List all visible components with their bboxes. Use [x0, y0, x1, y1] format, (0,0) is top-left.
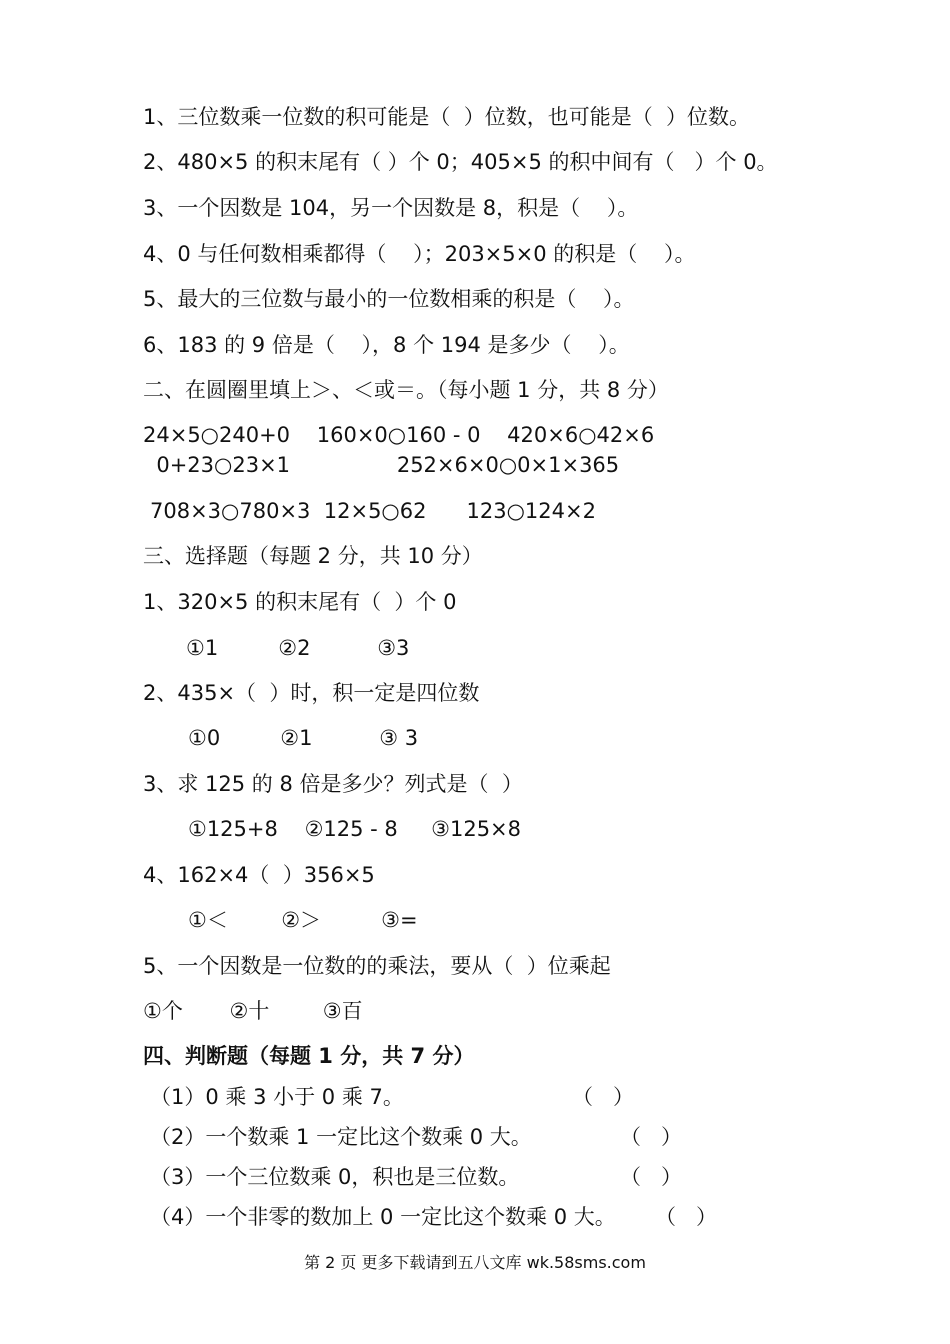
choice-question-5: 5、一个因数是一位数的的乘法，要从（ ）位乘起: [143, 954, 611, 978]
judge-item-2: （2）一个数乘 1 一定比这个数乘 0 大。: [150, 1125, 532, 1149]
fill-blank-4: 4、0 与任何数相乘都得（ ）；203×5×0 的积是（ ）。: [143, 242, 696, 266]
choice-question-2: 2、435×（ ）时，积一定是四位数: [143, 681, 480, 705]
choice-options-1: ①1 ②2 ③3: [186, 636, 410, 660]
judge-blank-1: （ ）: [572, 1085, 635, 1109]
compare-row-3: 708×3○780×3 12×5○62 123○124×2: [150, 499, 596, 523]
choice-question-4: 4、162×4（ ）356×5: [143, 863, 375, 887]
compare-row-1: 24×5○240+0 160×0○160 - 0 420×6○42×6: [143, 423, 655, 447]
judge-item-4: （4）一个非零的数加上 0 一定比这个数乘 0 大。: [150, 1205, 616, 1229]
choice-options-3: ①125+8 ②125 - 8 ③125×8: [188, 817, 522, 841]
judge-blank-3: （ ）: [620, 1165, 683, 1189]
judge-item-1: （1）0 乘 3 小于 0 乘 7。: [150, 1085, 404, 1109]
fill-blank-2: 2、480×5 的积末尾有（ ）个 0；405×5 的积中间有（ ）个 0。: [143, 150, 778, 174]
choice-options-4: ①＜ ②＞ ③=: [188, 908, 418, 932]
choice-question-3: 3、求 125 的 8 倍是多少？列式是（ ）: [143, 772, 523, 796]
section-judge-title: 四、判断题（每题 1 分，共 7 分）: [143, 1044, 475, 1068]
choice-options-2: ①0 ②1 ③ 3: [188, 726, 419, 750]
judge-item-3: （3）一个三位数乘 0，积也是三位数。: [150, 1165, 520, 1189]
fill-blank-1: 1、三位数乘一位数的积可能是（ ）位数，也可能是（ ）位数。: [143, 105, 751, 129]
fill-blank-6: 6、183 的 9 倍是（ ），8 个 194 是多少（ ）。: [143, 333, 630, 357]
section-compare-title: 二、在圆圈里填上＞、＜或＝。（每小题 1 分，共 8 分）: [143, 378, 669, 402]
choice-question-1: 1、320×5 的积末尾有（ ）个 0: [143, 590, 457, 614]
section-choice-title: 三、选择题（每题 2 分，共 10 分）: [143, 544, 483, 568]
judge-blank-2: （ ）: [620, 1125, 683, 1149]
fill-blank-5: 5、最大的三位数与最小的一位数相乘的积是（ ）。: [143, 287, 635, 311]
judge-blank-4: （ ）: [655, 1205, 718, 1229]
choice-options-5: ①个 ②十 ③百: [143, 999, 363, 1023]
fill-blank-3: 3、一个因数是 104，另一个因数是 8，积是（ ）。: [143, 196, 639, 220]
compare-row-2: 0+23○23×1 252×6×0○0×1×365: [143, 453, 620, 477]
page-footer: 第 2 页 更多下载请到五八文库 wk.58sms.com: [304, 1253, 646, 1272]
